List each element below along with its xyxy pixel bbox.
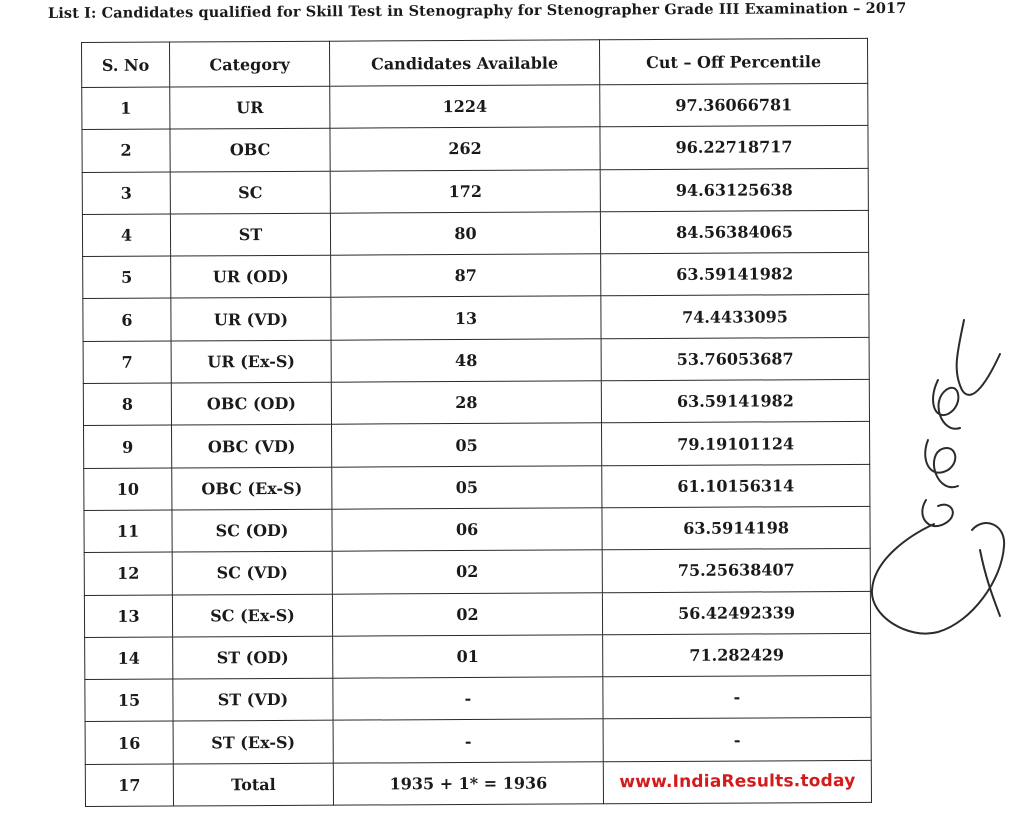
- cell-sno: 12: [84, 552, 172, 595]
- table-row: [83, 295, 869, 341]
- cell-sno: 8: [83, 383, 171, 426]
- cell-category: OBC (Ex-S): [172, 467, 332, 510]
- table-row: [83, 253, 869, 299]
- cell-category: OBC: [170, 128, 330, 171]
- cell-candidates: 80: [330, 212, 600, 256]
- cell-category: SC (Ex-S): [172, 594, 332, 637]
- cell-candidates: -: [333, 719, 603, 763]
- cell-sno: 10: [84, 468, 172, 511]
- cell-sno: 17: [85, 764, 173, 807]
- cell-category: ST: [170, 213, 330, 256]
- signature-stroke: [980, 550, 1000, 616]
- qualified-candidates-table: [81, 38, 872, 807]
- cell-cutoff: 94.63125638: [600, 168, 868, 212]
- cell-category: UR: [170, 86, 330, 129]
- cell-category: SC: [170, 171, 330, 214]
- cell-sno: 9: [84, 425, 172, 468]
- table-row-total: [85, 760, 871, 806]
- cell-candidates: 87: [331, 254, 601, 298]
- header-category: Category: [170, 41, 330, 87]
- cell-category: ST (VD): [173, 678, 333, 721]
- signature-stroke: [872, 523, 1004, 634]
- cell-category: UR (OD): [171, 255, 331, 298]
- cell-sno: 4: [82, 214, 170, 257]
- cell-category: OBC (OD): [171, 382, 331, 425]
- cell-sno: 1: [82, 87, 170, 130]
- table-row: [84, 506, 870, 552]
- cell-category: ST (Ex-S): [173, 721, 333, 764]
- cell-cutoff: 74.4433095: [601, 295, 869, 339]
- cell-candidates: 06: [332, 508, 602, 552]
- cell-candidates: 28: [331, 381, 601, 425]
- cell-sno: 13: [84, 595, 172, 638]
- table-row: [85, 676, 871, 722]
- cell-sno: 2: [82, 129, 170, 172]
- cell-candidates: 01: [333, 635, 603, 679]
- signature-stroke: [957, 320, 1000, 395]
- cell-candidates: 262: [330, 127, 600, 171]
- cell-candidates: -: [333, 677, 603, 721]
- table-row: [83, 379, 869, 425]
- watermark-text: www.IndiaResults.today: [619, 771, 856, 793]
- document-title: List I: Candidates qualified for Skill Test in Stenography for Stenographer Grade III Examination – 2017: [47, 0, 907, 22]
- cell-cutoff: 63.59141982: [601, 253, 869, 297]
- table-row: [85, 718, 871, 764]
- table-row: [84, 422, 870, 468]
- cell-sno: 6: [83, 299, 171, 342]
- cell-cutoff: 75.25638407: [602, 549, 870, 593]
- cell-cutoff: 79.19101124: [602, 422, 870, 466]
- cell-sno: 3: [82, 172, 170, 215]
- cell-candidates: 05: [332, 465, 602, 509]
- cell-cutoff: 96.22718717: [600, 126, 868, 170]
- signature-stroke: [922, 500, 952, 526]
- cell-cutoff: 84.56384065: [600, 210, 868, 254]
- table-row: [82, 168, 868, 214]
- header-cutoff-percentile: Cut – Off Percentile: [599, 38, 867, 84]
- cell-category: ST (OD): [173, 636, 333, 679]
- cell-cutoff: 97.36066781: [600, 83, 868, 127]
- header-candidates-available: Candidates Available: [329, 40, 599, 86]
- cell-candidates: 02: [332, 592, 602, 636]
- cell-category: UR (VD): [171, 298, 331, 341]
- table-header-row: [82, 38, 868, 87]
- header-sno: S. No: [82, 42, 170, 87]
- cell-cutoff: 63.59141982: [601, 379, 869, 423]
- cell-sno: 5: [83, 256, 171, 299]
- cell-cutoff: 71.282429: [603, 633, 871, 677]
- cell-candidates: 172: [330, 169, 600, 213]
- signature-stroke: [933, 380, 960, 429]
- table-row: [84, 549, 870, 595]
- cell-sno: 14: [85, 637, 173, 680]
- cell-cutoff: 63.5914198: [602, 506, 870, 550]
- cell-cutoff: 61.10156314: [602, 464, 870, 508]
- cell-candidates: 13: [331, 296, 601, 340]
- table-row: [82, 210, 868, 256]
- cell-candidates: 1935 + 1* = 1936: [333, 762, 603, 806]
- table-row: [84, 464, 870, 510]
- table-row: [85, 633, 871, 679]
- cell-sno: 7: [83, 341, 171, 384]
- cell-sno: 16: [85, 721, 173, 764]
- cell-candidates: 05: [332, 423, 602, 467]
- cell-candidates: 48: [331, 339, 601, 383]
- cell-category: UR (Ex-S): [171, 340, 331, 383]
- cell-sno: 11: [84, 510, 172, 553]
- table-row: [82, 83, 868, 129]
- cell-category: Total: [173, 763, 333, 806]
- cell-candidates: 02: [332, 550, 602, 594]
- table-row: [83, 337, 869, 383]
- cell-sno: 15: [85, 679, 173, 722]
- signature-stroke: [925, 440, 958, 487]
- handwritten-signature: [868, 310, 1009, 640]
- table-row: [82, 126, 868, 172]
- cell-watermark: [603, 760, 871, 804]
- cell-cutoff: 56.42492339: [602, 591, 870, 635]
- cell-category: OBC (VD): [172, 425, 332, 468]
- cell-cutoff: -: [603, 676, 871, 720]
- cell-cutoff: -: [603, 718, 871, 762]
- cell-category: SC (OD): [172, 509, 332, 552]
- table-row: [84, 591, 870, 637]
- cell-cutoff: 53.76053687: [601, 337, 869, 381]
- cell-candidates: 1224: [330, 85, 600, 129]
- cell-category: SC (VD): [172, 551, 332, 594]
